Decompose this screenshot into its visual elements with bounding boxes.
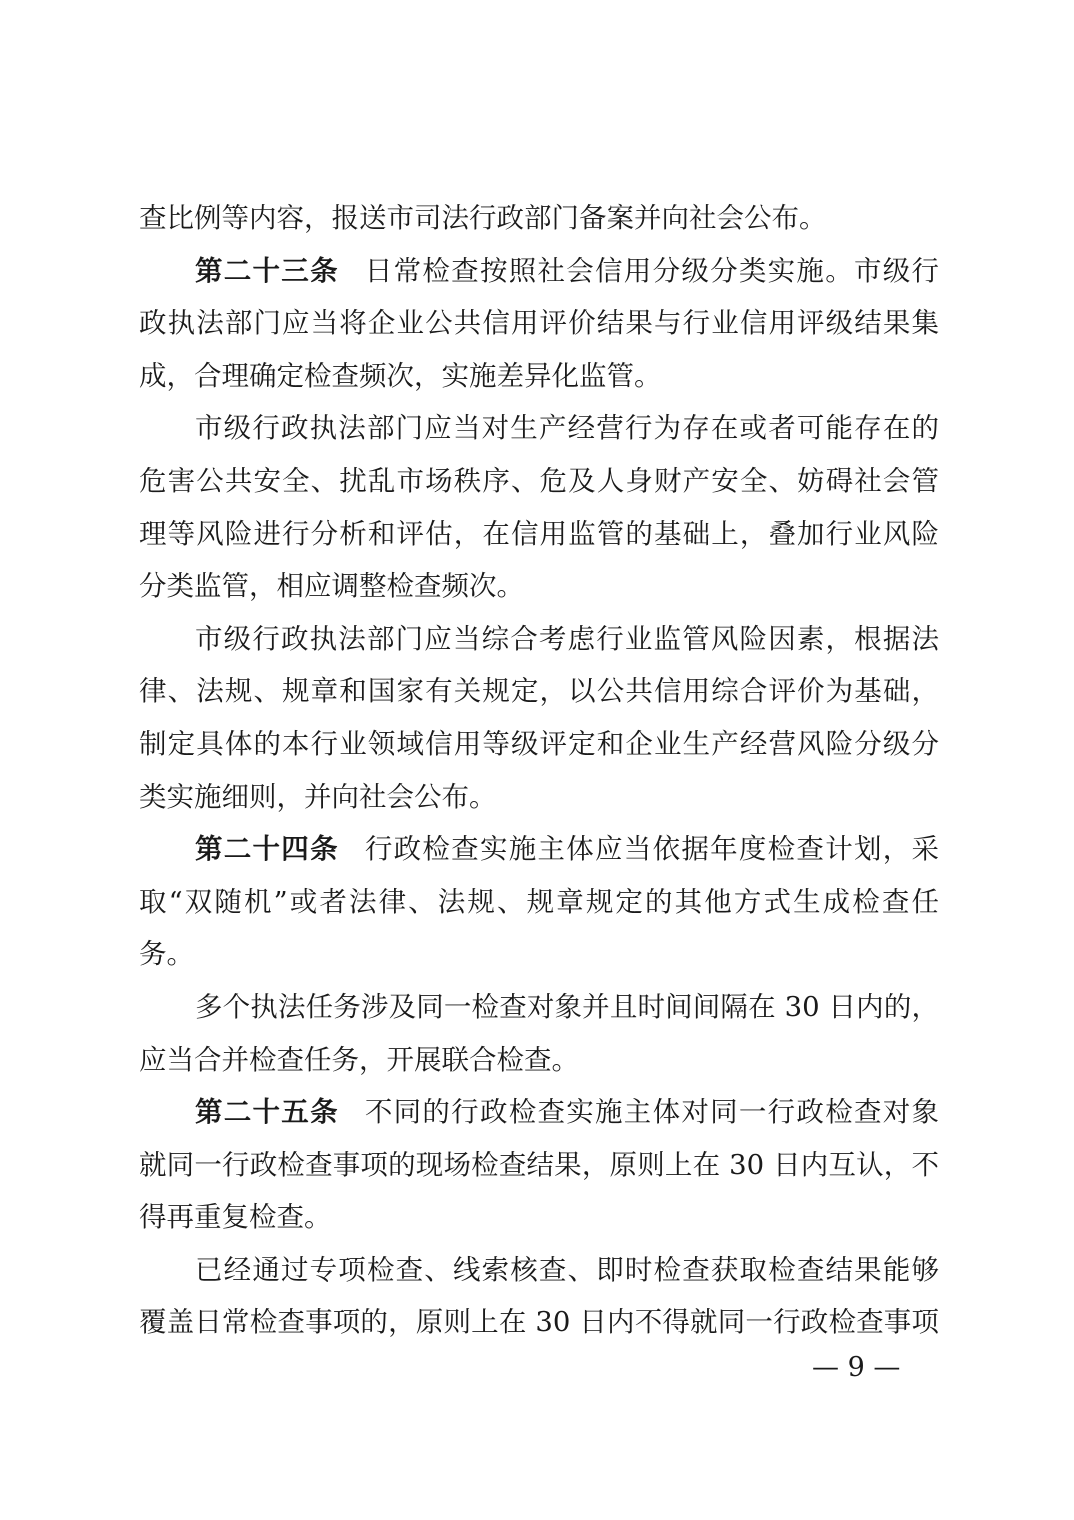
text-line: 危害公共安全、扰乱市场秩序、危及人身财产安全、妨碍社会管	[139, 464, 939, 497]
text-line: 行政检查实施主体应当依据年度检查计划，采	[364, 833, 940, 866]
text-line: 理等风险进行分析和评估，在信用监管的基础上，叠加行业风险	[139, 517, 939, 550]
text-line: 类实施细则，并向社会公布。	[139, 780, 497, 813]
text-line: 不同的行政检查实施主体对同一行政检查对象	[364, 1096, 940, 1129]
text-line: 市级行政执法部门应当对生产经营行为存在或者可能存在的	[195, 412, 939, 445]
article-heading: 第二十五条	[195, 1096, 339, 1129]
text-line: 取“双随机”或者法律、法规、规章规定的其他方式生成检查任	[139, 885, 939, 918]
article-heading: 第二十三条	[195, 254, 339, 287]
text-line: 就同一行政检查事项的现场检查结果，原则上在 30 日内互认，不	[139, 1148, 939, 1181]
article-23-line	[139, 245, 939, 298]
article-25-line	[139, 1086, 939, 1139]
text-line: 应当合并检查任务，开展联合检查。	[139, 1043, 579, 1076]
text-line: 覆盖日常检查事项的，原则上在 30 日内不得就同一行政检查事项	[139, 1306, 939, 1339]
text-line: 得再重复检查。	[139, 1201, 332, 1234]
text-line: 律、法规、规章和国家有关规定，以公共信用综合评价为基础，	[139, 675, 939, 708]
text-line: 务。	[139, 938, 194, 971]
page-number: — 9 —	[812, 1352, 901, 1383]
text-line: 已经通过专项检查、线索核查、即时检查获取检查结果能够	[195, 1253, 939, 1286]
text-line: 多个执法任务涉及同一检查对象并且时间间隔在 30 日内的，	[195, 990, 939, 1023]
text-line: 政执法部门应当将企业公共信用评价结果与行业信用评级结果集	[139, 307, 939, 340]
article-heading: 第二十四条	[195, 833, 339, 866]
text-line: 分类监管，相应调整检查频次。	[139, 570, 524, 603]
text-line: 成，合理确定检查频次，实施差异化监管。	[139, 359, 662, 392]
article-24-line	[139, 823, 939, 876]
text-line: 市级行政执法部门应当综合考虑行业监管风险因素，根据法	[195, 622, 939, 655]
text-line: 制定具体的本行业领域信用等级评定和企业生产经营风险分级分	[139, 727, 939, 760]
document-body	[139, 192, 939, 1349]
text-line: 日常检查按照社会信用分级分类实施。市级行	[364, 254, 940, 287]
text-line: 查比例等内容，报送市司法行政部门备案并向社会公布。	[139, 202, 827, 234]
